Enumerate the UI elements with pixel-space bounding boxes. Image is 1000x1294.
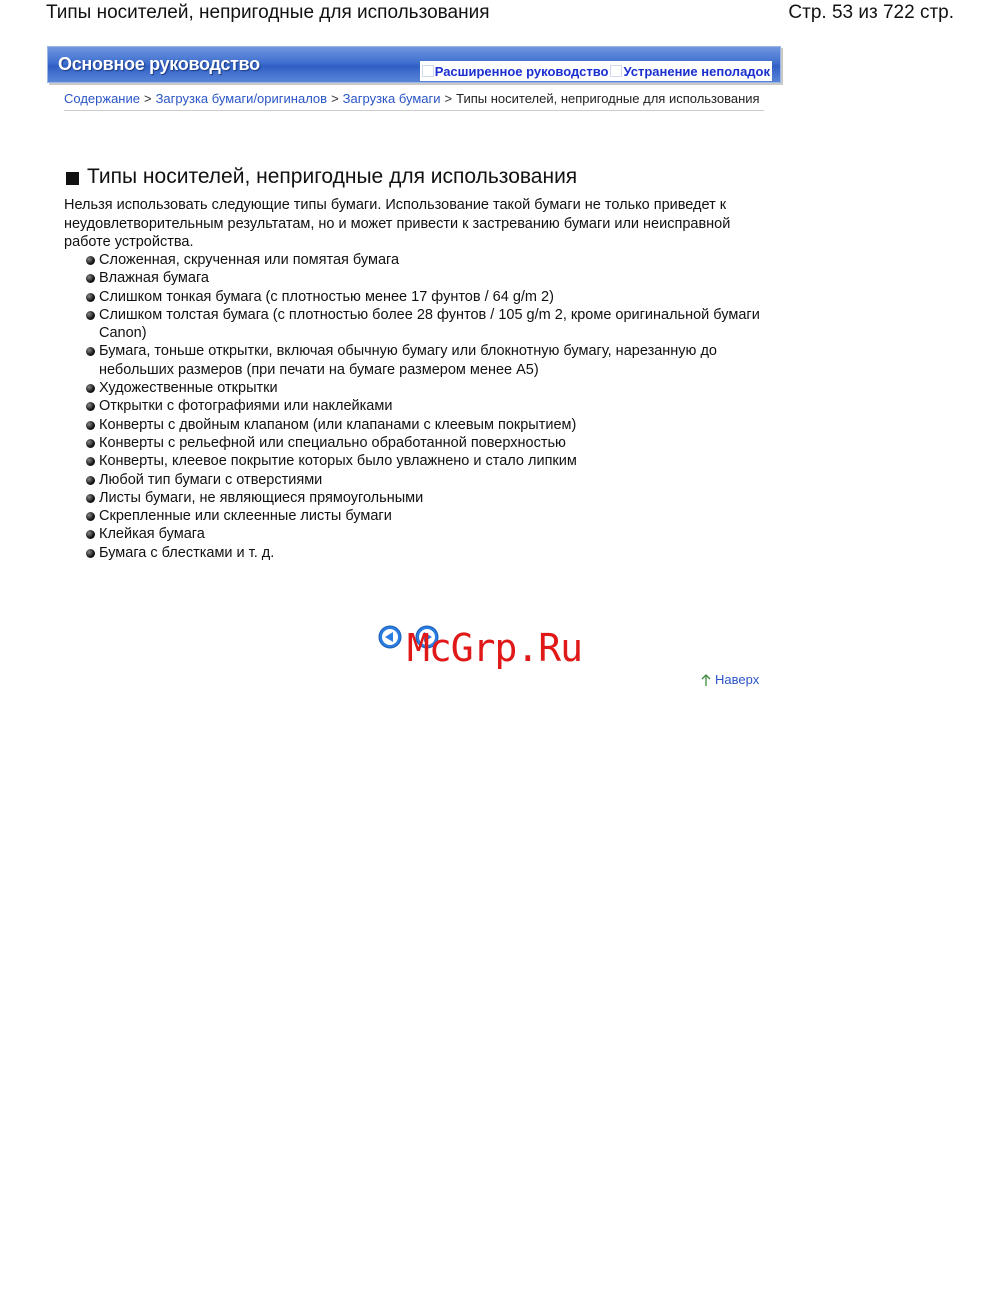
advanced-guide-link[interactable] bbox=[422, 64, 609, 79]
list-item-text: Открытки с фотографиями или наклейками bbox=[99, 398, 393, 415]
bullet-icon bbox=[86, 274, 95, 283]
breadcrumb-separator: > bbox=[331, 91, 339, 106]
arrow-up-icon bbox=[700, 673, 712, 687]
list-item bbox=[84, 489, 764, 507]
list-item bbox=[84, 251, 764, 269]
list-item bbox=[84, 342, 764, 379]
breadcrumb-loading-paper-originals[interactable]: Загрузка бумаги/оригиналов bbox=[155, 91, 328, 106]
back-to-top-link[interactable] bbox=[700, 672, 759, 687]
troubleshooting-label: Устранение неполадок bbox=[623, 63, 770, 79]
list-item-text: Клейкая бумага bbox=[99, 526, 205, 543]
bullet-icon bbox=[86, 402, 95, 411]
list-item-text: Слишком тонкая бумага (с плотностью менее 17 фунтов / 64 g/m 2) bbox=[99, 288, 554, 305]
list-item-text: Листы бумаги, не являющиеся прямоугольными bbox=[99, 489, 424, 506]
list-item bbox=[84, 306, 764, 343]
bullet-icon bbox=[86, 457, 95, 466]
bullet-icon bbox=[86, 512, 95, 521]
black-square-icon bbox=[66, 172, 79, 185]
breadcrumb-contents[interactable]: Содержание bbox=[64, 91, 140, 106]
list-item-text: Влажная бумага bbox=[99, 270, 209, 287]
unsuitable-media-list bbox=[84, 251, 764, 562]
page-title bbox=[66, 165, 577, 189]
page-counter: Стр. 53 из 722 стр. bbox=[788, 2, 954, 23]
watermark: McGrp.Ru bbox=[407, 626, 583, 670]
bullet-icon bbox=[86, 293, 95, 302]
bullet-icon bbox=[86, 494, 95, 503]
list-item bbox=[84, 471, 764, 489]
list-item-text: Слишком толстая бумага (с плотностью более 28 фунтов / 105 g/m 2, кроме оригинальной бумаги Canon) bbox=[99, 306, 760, 342]
list-item bbox=[84, 269, 764, 287]
breadcrumb-loading-paper[interactable]: Загрузка бумаги bbox=[342, 91, 441, 106]
list-item-text: Конверты с двойным клапаном (или клапанами с клеевым покрытием) bbox=[99, 416, 577, 433]
breadcrumb bbox=[64, 90, 764, 111]
bullet-icon bbox=[86, 256, 95, 265]
bullet-icon bbox=[86, 549, 95, 558]
breadcrumb-separator: > bbox=[444, 91, 453, 106]
troubleshooting-link[interactable] bbox=[610, 64, 770, 79]
list-item bbox=[84, 452, 764, 470]
page-header-title: Типы носителей, непригодные для использования bbox=[46, 2, 490, 23]
page-title-text: Типы носителей, непригодные для использования bbox=[87, 165, 578, 188]
list-item-text: Конверты с рельефной или специально обработанной поверхностью bbox=[99, 434, 566, 451]
list-item-text: Бумага с блестками и т. д. bbox=[99, 544, 275, 561]
bullet-icon bbox=[86, 476, 95, 485]
bullet-icon bbox=[86, 421, 95, 430]
list-item-text: Конверты, клеевое покрытие которых было увлажнено и стало липким bbox=[99, 453, 577, 470]
list-item bbox=[84, 379, 764, 397]
breadcrumb-separator: > bbox=[143, 91, 152, 106]
banner-title: Основное руководство bbox=[58, 54, 260, 74]
bullet-icon bbox=[86, 347, 95, 356]
list-item bbox=[84, 507, 764, 525]
list-item-text: Любой тип бумаги с отверстиями bbox=[99, 471, 323, 488]
list-item bbox=[84, 434, 764, 452]
banner-links bbox=[420, 61, 772, 81]
bullet-icon bbox=[86, 311, 95, 320]
square-icon bbox=[422, 65, 434, 77]
list-item bbox=[84, 397, 764, 415]
arrow-left-icon[interactable] bbox=[378, 625, 402, 649]
list-item-text: Скрепленные или склеенные листы бумаги bbox=[99, 508, 392, 525]
manual-banner bbox=[47, 46, 781, 83]
list-item-text: Бумага, тоньше открытки, включая обычную бумагу или блокнотную бумагу, нарезанную до небольших размеров (при печати на бумаге размером менее A5) bbox=[99, 343, 717, 378]
breadcrumb-current: Типы носителей, непригодные для использования bbox=[456, 91, 760, 106]
list-item bbox=[84, 288, 764, 306]
bullet-icon bbox=[86, 530, 95, 539]
back-to-top-label: Наверх bbox=[715, 672, 760, 687]
list-item bbox=[84, 416, 764, 434]
list-item bbox=[84, 544, 764, 562]
bullet-icon bbox=[86, 439, 95, 448]
list-item-text: Сложенная, скрученная или помятая бумага bbox=[99, 252, 400, 268]
advanced-guide-label: Расширенное руководство bbox=[434, 63, 609, 79]
intro-paragraph: Нельзя использовать следующие типы бумаги. Использование такой бумаги не только приведет к неудовлетворительным результатам, но и может привести к застреванию бумаги или неисправной работе устройства. bbox=[64, 197, 731, 250]
list-item-text: Художественные открытки bbox=[99, 380, 278, 397]
bullet-icon bbox=[86, 384, 95, 393]
square-icon bbox=[610, 65, 622, 77]
list-item bbox=[84, 525, 764, 543]
